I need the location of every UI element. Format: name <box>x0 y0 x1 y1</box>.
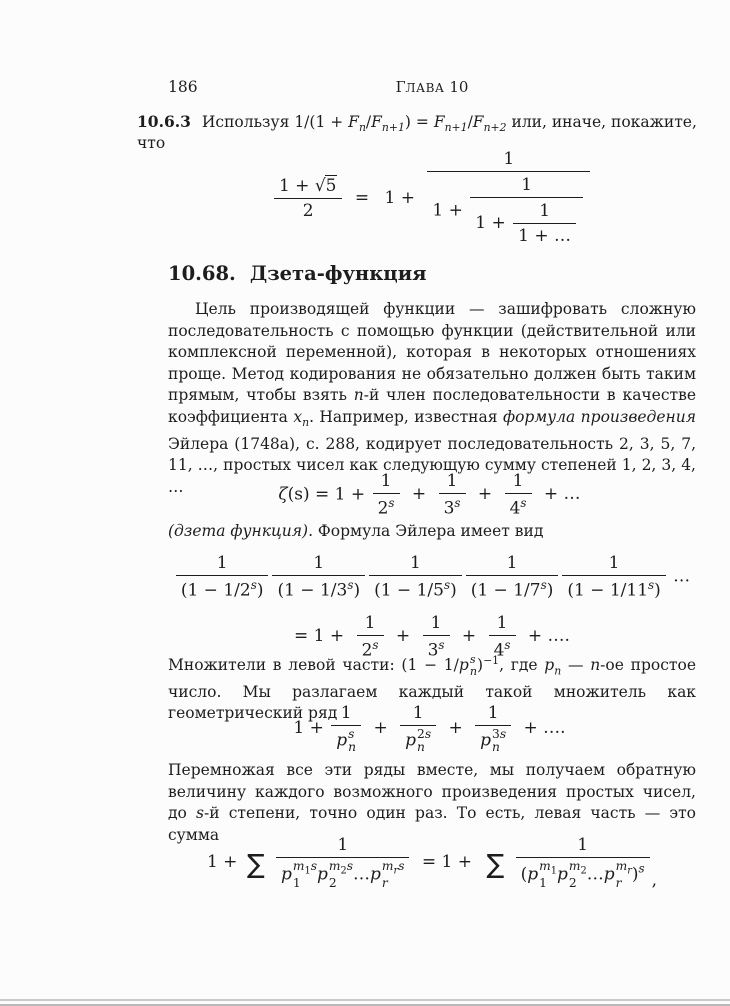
math-token: n <box>469 665 477 679</box>
math-token: … <box>586 864 604 885</box>
sup-sub-stack <box>615 860 632 890</box>
sup-sub-stack <box>416 728 431 754</box>
math-token: n <box>302 416 310 430</box>
math-token: −1 <box>483 654 500 667</box>
math-token: s <box>438 637 445 652</box>
cf-level-1 <box>427 148 590 249</box>
body-text: -ое простое число. Мы разлагаем каждый такой множитель как геометрический ряд <box>168 656 696 723</box>
fraction <box>562 552 665 602</box>
math-token: s <box>469 653 476 667</box>
math-token: s <box>540 578 547 592</box>
math-token: p <box>603 864 615 885</box>
math-token: (1 − 1/ <box>277 580 337 601</box>
body-text: Перемножая все эти ряды вместе, мы получаем обратную величину каждого возможного произведения простых чисел, до <box>168 761 696 823</box>
body-text: , где <box>499 656 545 675</box>
emphasis-term: формула произведения <box>502 407 697 426</box>
math-token: 1 <box>562 552 665 576</box>
math-token: 5 <box>433 580 444 601</box>
math-token: s <box>348 727 355 741</box>
fraction <box>400 702 436 755</box>
cf-level-2 <box>470 174 583 248</box>
fraction <box>439 470 466 520</box>
problem-text-before: Используя <box>201 113 290 131</box>
paragraph-intro <box>168 299 696 498</box>
fraction <box>176 552 269 602</box>
math-token: 1 <box>176 552 269 576</box>
math-token: n <box>554 664 562 678</box>
fraction <box>505 470 532 520</box>
math-token: 1 <box>331 702 361 726</box>
math-token: 1 <box>272 552 365 576</box>
math-token: 1 <box>292 875 301 890</box>
math-token: n <box>348 739 357 754</box>
math-token: = <box>354 188 370 208</box>
math-token: 1 <box>373 470 400 494</box>
math-token: p <box>556 864 568 885</box>
math-token: 1 <box>427 148 590 172</box>
math-token: 2 <box>568 875 577 890</box>
geometric-series-formula <box>168 702 696 755</box>
math-token: m <box>328 859 341 873</box>
math-token: p <box>370 864 381 885</box>
math-token: (1 − 1/ <box>567 580 627 601</box>
math-token: 1 <box>513 200 576 224</box>
math-token: 1 <box>439 470 466 494</box>
math-token: 2 <box>580 865 587 877</box>
problem-text-after: или, иначе, покажите, что <box>137 113 697 153</box>
math-token: 1 <box>505 470 532 494</box>
math-token: n+1 <box>444 121 468 135</box>
math-token: 1 + <box>293 717 324 738</box>
math-token: s <box>398 859 405 873</box>
math-token: s <box>424 727 432 741</box>
golden-ratio-fraction <box>274 175 343 222</box>
math-token: s <box>454 496 461 510</box>
fraction <box>373 470 400 520</box>
math-token: n <box>358 121 366 135</box>
math-token: 1 + … <box>518 226 572 246</box>
fraction <box>272 552 365 602</box>
fraction <box>369 552 462 602</box>
math-token: ) <box>256 580 264 601</box>
math-token: n <box>353 386 364 405</box>
math-token: 5 <box>325 176 337 196</box>
math-token: F <box>371 113 382 131</box>
continued-fraction-formula <box>168 148 696 249</box>
math-token: 1 <box>357 612 384 636</box>
math-token: s <box>250 578 257 592</box>
math-token: 1 <box>539 875 547 890</box>
math-token: 11 <box>626 580 649 601</box>
math-token: + <box>411 484 427 505</box>
math-token: (s) = 1 + <box>287 484 366 505</box>
math-token: s <box>638 861 645 876</box>
math-token: s <box>388 496 395 510</box>
emphasis-term: (дзета функция) <box>168 522 309 540</box>
math-token: + <box>477 484 493 505</box>
math-token: 2 <box>361 640 373 661</box>
math-token: s <box>310 859 317 873</box>
body-text: . Формула Эйлера имеет вид <box>308 522 544 540</box>
math-token: 1 <box>369 552 462 576</box>
math-token: (1 − 1/ <box>374 580 434 601</box>
math-token: + <box>448 717 463 738</box>
math-token: 1 <box>550 865 557 877</box>
section-title: Дзета-функция <box>249 262 427 285</box>
math-token: ( <box>520 864 528 885</box>
math-token: 1 <box>304 865 311 877</box>
math-token: 2 <box>417 727 425 741</box>
section-heading <box>168 262 696 285</box>
math-token: m <box>539 859 551 873</box>
math-token: m <box>381 859 394 873</box>
math-token: … <box>353 864 371 885</box>
math-token: m <box>615 859 628 873</box>
section-number: 10.68. <box>168 262 236 285</box>
scan-edge-line <box>0 999 730 1001</box>
math-token: p <box>405 730 417 751</box>
math-token: 3 <box>443 498 455 519</box>
math-token: 1 + <box>432 200 463 221</box>
body-text: — <box>561 656 591 675</box>
body-text: Цель производящей функции — зашифровать сложную последовательность с помощью функции (действительной или комплексной переменной), которая в некоторых отношениях проще. Метод кодирования не обязательно должен быть таким прямым, чтобы взять <box>168 300 696 405</box>
body-text: Эйлера (1748a), с. 288, кодирует последовательность 2, 3, 5, 7, 11, …, простых чисел как следующую сумму степеней 1, 2, 3, 4, … <box>168 434 696 496</box>
sup-sub-stack <box>469 654 477 677</box>
math-token: 1 + <box>206 851 238 872</box>
summation-icon: ∑ <box>486 849 505 880</box>
math-token: n <box>590 656 601 675</box>
math-token: + <box>461 625 477 646</box>
math-token: 3 <box>427 640 439 661</box>
math-token: + <box>395 625 411 646</box>
paragraph-zeta-note <box>168 521 696 543</box>
math-token: r <box>381 875 388 890</box>
math-token: (1 − 1/ <box>470 580 530 601</box>
math-token: 1 <box>466 552 559 576</box>
sup-sub-stack <box>568 860 587 890</box>
math-token: ) <box>477 656 484 675</box>
math-token: n+2 <box>483 121 507 135</box>
math-token: ) <box>450 580 457 601</box>
fraction <box>466 552 559 602</box>
math-token: 1 <box>470 174 583 198</box>
problem-inline-math <box>294 113 511 135</box>
math-token: + <box>373 717 388 738</box>
math-token: p <box>317 864 328 885</box>
summation-icon: ∑ <box>246 849 265 880</box>
sup-sub-stack <box>328 860 353 890</box>
math-token: ) <box>353 580 361 601</box>
math-token: s <box>196 804 204 823</box>
math-token: s <box>504 637 511 652</box>
math-token: n <box>417 739 425 754</box>
math-token: s <box>443 578 451 592</box>
problem-number: 10.6.3 <box>137 112 191 131</box>
euler-product-formula <box>168 552 696 661</box>
math-token: p <box>280 864 292 885</box>
math-token: s <box>499 727 507 741</box>
zeta-function-formula <box>168 470 696 520</box>
math-token: 1 + <box>475 213 506 233</box>
zeta-symbol: ζ <box>278 484 288 505</box>
math-token: ) <box>654 580 661 601</box>
math-token: s <box>520 496 527 510</box>
math-token: p <box>544 656 555 675</box>
body-text: Множители в левой части: <box>168 656 402 675</box>
math-token: … <box>673 566 691 587</box>
math-token: p <box>527 864 539 885</box>
math-token: 3 <box>492 727 500 741</box>
math-token: F <box>433 113 445 131</box>
math-token: F <box>348 113 359 131</box>
fraction <box>475 702 511 755</box>
math-token: + …. <box>523 717 566 738</box>
page-number: 186 <box>168 78 198 96</box>
math-token: 1 <box>400 702 436 726</box>
sup-sub-stack <box>292 860 317 890</box>
math-token: 2 <box>377 498 389 519</box>
radical-icon: √ <box>314 176 326 196</box>
sup-sub-stack <box>381 860 405 890</box>
math-token: 1 <box>516 834 650 858</box>
sup-sub-stack <box>347 728 356 754</box>
math-token: (1 − 1/ <box>180 580 240 601</box>
fraction <box>331 702 361 755</box>
math-token: 1 <box>489 612 516 636</box>
math-token: n <box>492 739 500 754</box>
math-token: m <box>568 859 581 873</box>
euler-product-line1 <box>168 552 696 602</box>
math-token: 2 <box>340 865 347 877</box>
fraction <box>516 834 650 891</box>
math-token: 1 + <box>278 176 310 196</box>
math-token: r <box>627 865 632 877</box>
math-token: 2 <box>239 580 251 601</box>
cf-level-3 <box>513 200 576 247</box>
math-token: / <box>365 113 372 131</box>
chapter-word-cap: Г <box>395 78 406 96</box>
math-token: , <box>651 870 658 891</box>
math-token: 4 <box>509 498 521 519</box>
math-token: 1 + <box>384 188 416 208</box>
problem-statement <box>137 112 697 152</box>
math-token: = 1 + <box>421 851 473 872</box>
math-token: + … <box>543 484 581 505</box>
math-token: r <box>615 875 622 890</box>
math-token: + …. <box>527 625 570 646</box>
body-text: -й член последовательности в качестве коэффициента <box>168 386 697 426</box>
math-token: p <box>480 730 492 751</box>
math-token: 2 <box>302 201 314 221</box>
math-token: p <box>336 730 348 751</box>
math-token: n+1 <box>381 121 405 135</box>
math-token: 1 <box>276 834 410 858</box>
math-token: r <box>393 865 399 877</box>
math-token: 3 <box>336 580 348 601</box>
math-token: 2 <box>328 875 337 890</box>
math-token: p <box>458 656 469 675</box>
math-token: ) <box>631 864 639 885</box>
math-token: ) <box>546 580 554 601</box>
math-token: 1/(1 + <box>294 113 344 131</box>
math-token: 1 <box>423 612 450 636</box>
math-token: 4 <box>493 640 505 661</box>
math-token: s <box>648 578 655 592</box>
math-token: s <box>347 578 354 592</box>
math-token: ) = <box>404 113 429 131</box>
sup-sub-stack <box>538 860 557 890</box>
math-token: 1 <box>475 702 511 726</box>
fraction <box>276 834 410 891</box>
math-token: = 1 + <box>294 625 345 646</box>
math-token: s <box>346 859 354 873</box>
body-text: . Например, известная <box>309 407 503 426</box>
math-token: s <box>372 637 379 652</box>
final-sum-formula <box>168 834 696 891</box>
chapter-number: 10 <box>449 78 469 96</box>
running-head <box>168 78 696 96</box>
chapter-word-smallcaps: ЛАВА <box>405 81 445 95</box>
math-token: x <box>293 407 303 426</box>
math-token: / <box>467 113 473 131</box>
sup-sub-stack <box>491 728 506 754</box>
math-token: m <box>292 859 305 873</box>
body-text: -й степени, точно один раз. То есть, левая часть — это сумма <box>168 804 696 844</box>
math-token: (1 − 1/ <box>401 656 459 675</box>
math-token: F <box>472 113 484 131</box>
math-token: 7 <box>529 580 541 601</box>
